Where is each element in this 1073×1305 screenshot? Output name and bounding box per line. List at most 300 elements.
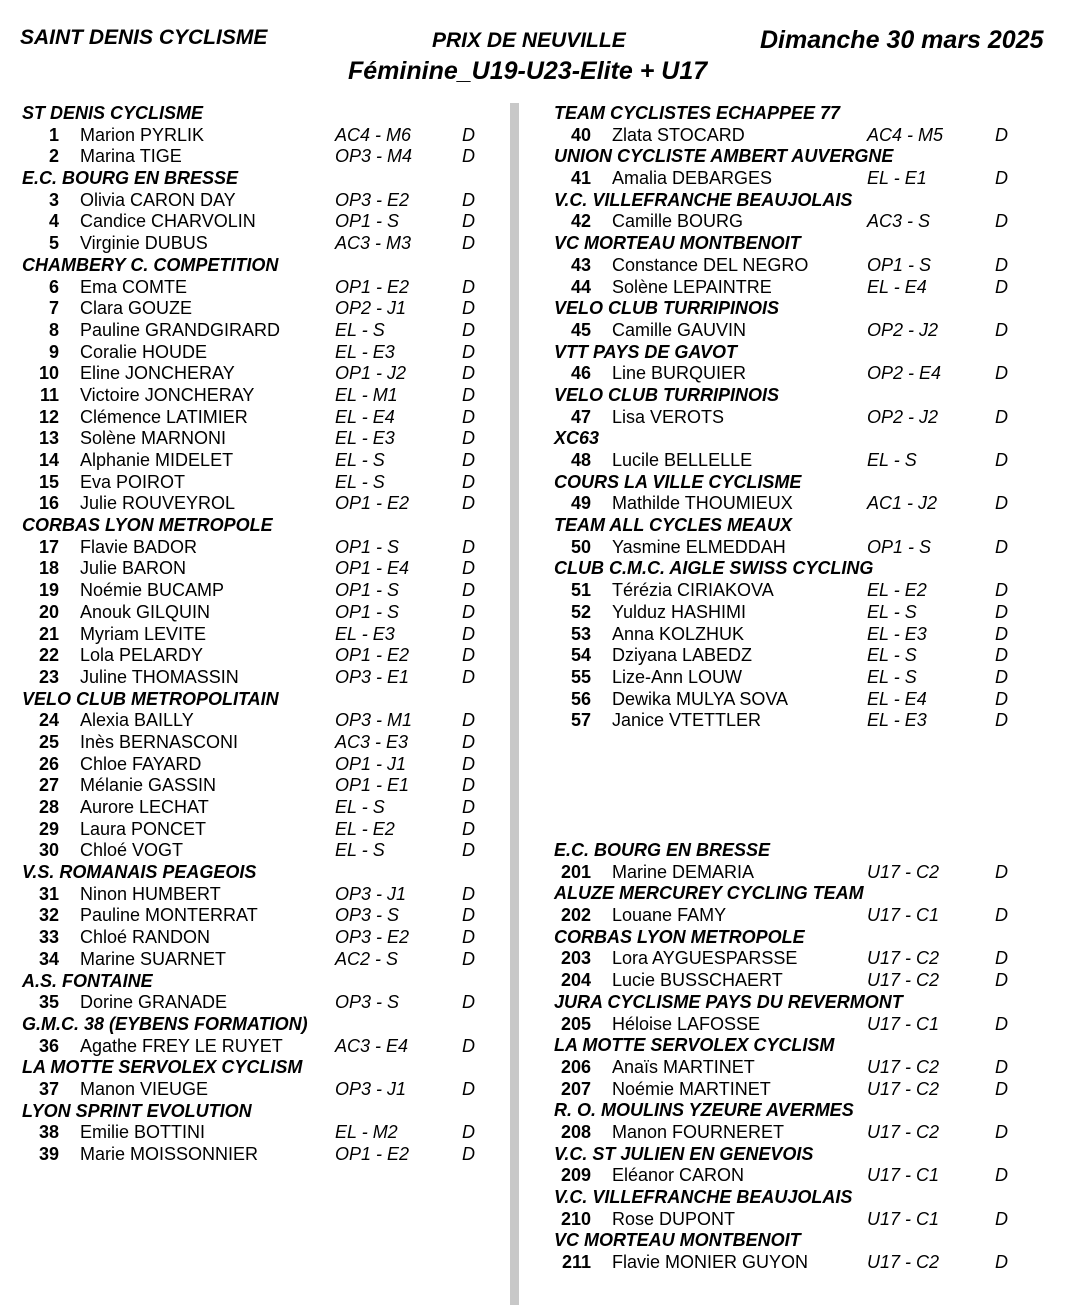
- rider-row: [554, 710, 1054, 732]
- rider-category: U17 - C1: [867, 1013, 940, 1034]
- rider-row: [22, 277, 492, 299]
- team-heading: VC MORTEAU MONTBENOIT: [554, 1230, 801, 1251]
- bib-number: 45: [570, 319, 591, 340]
- rider-name: Solène LEPAINTRE: [612, 276, 772, 297]
- bib-number: 23: [38, 666, 59, 687]
- rider-row: [22, 363, 492, 385]
- rider-name: Lora AYGUESPARSSE: [612, 948, 798, 969]
- rider-name: Ninon HUMBERT: [80, 883, 221, 904]
- bib-number: 50: [570, 536, 591, 557]
- bib-number: 47: [570, 406, 591, 427]
- rider-name: Lucie BUSSCHAERT: [612, 970, 783, 991]
- team-heading: CORBAS LYON METROPOLE: [22, 515, 273, 536]
- rider-category: EL - E3: [335, 341, 395, 362]
- rider-code: D: [462, 1122, 475, 1143]
- rider-code: D: [995, 623, 1008, 644]
- bib-number: 206: [560, 1056, 591, 1077]
- rider-row: [22, 775, 492, 797]
- rider-category: EL - E3: [867, 623, 927, 644]
- rider-name: Marina TIGE: [80, 146, 182, 167]
- rider-name: Anaïs MARTINET: [612, 1056, 755, 1077]
- team-heading: E.C. BOURG EN BRESSE: [22, 168, 239, 189]
- bib-number: 43: [570, 254, 591, 275]
- team-heading: ST DENIS CYCLISME: [22, 103, 204, 123]
- rider-code: D: [462, 623, 475, 644]
- rider-code: D: [462, 124, 475, 145]
- rider-name: Marine DEMARIA: [612, 861, 755, 882]
- rider-code: D: [995, 1121, 1008, 1142]
- rider-name: Clara GOUZE: [80, 298, 193, 319]
- rider-category: EL - S: [867, 450, 917, 470]
- race-category: Féminine_U19-U23-Elite + U17: [348, 57, 708, 85]
- rider-name: Louane FAMY: [612, 905, 727, 926]
- team-heading: UNION CYCLISTE AMBERT AUVERGNE: [554, 146, 894, 167]
- rider-row: [554, 948, 1054, 970]
- team-heading: LYON SPRINT EVOLUTION: [22, 1100, 252, 1121]
- bib-number: 15: [38, 471, 59, 492]
- rider-row: [554, 320, 1054, 342]
- bib-number: 203: [560, 948, 591, 969]
- rider-category: AC3 - M3: [335, 233, 412, 254]
- rider-row: [22, 428, 492, 450]
- team-heading: COURS LA VILLE CYCLISME: [554, 471, 802, 492]
- rider-name: Candice CHARVOLIN: [80, 211, 256, 232]
- rider-category: EL - M1: [335, 384, 398, 405]
- rider-row: [22, 710, 492, 732]
- rider-name: Chloé RANDON: [80, 927, 211, 948]
- rider-row: [554, 645, 1054, 667]
- bib-number: 53: [570, 623, 591, 644]
- rider-name: Victoire JONCHERAY: [80, 384, 255, 405]
- rider-name: Olivia CARON DAY: [80, 189, 236, 210]
- rider-code: D: [462, 645, 475, 666]
- rider-name: Alexia BAILLY: [80, 710, 194, 731]
- rider-code: D: [462, 710, 475, 731]
- rider-row: [22, 754, 492, 776]
- rider-row: [22, 905, 492, 927]
- race-title: PRIX DE NEUVILLE: [432, 29, 626, 52]
- rider-row: [22, 211, 492, 233]
- rider-category: EL - E4: [867, 276, 927, 297]
- rider-category: EL - E3: [867, 710, 927, 731]
- bib-number: 19: [38, 580, 59, 601]
- rider-code: D: [462, 1078, 475, 1099]
- rider-category: OP3 - E2: [335, 927, 410, 948]
- rider-row: [22, 884, 492, 906]
- team-heading: XC63: [554, 428, 600, 449]
- bib-number: 54: [570, 645, 591, 666]
- bib-number: 18: [38, 558, 59, 579]
- bib-number: 17: [38, 536, 59, 557]
- rider-name: Aurore LECHAT: [80, 797, 209, 817]
- rider-category: OP1 - E2: [335, 493, 410, 514]
- rider-code: D: [995, 1165, 1008, 1186]
- bib-number: 22: [38, 645, 59, 666]
- rider-category: AC3 - E4: [335, 1035, 409, 1056]
- rider-name: Juline THOMASSIN: [80, 666, 239, 687]
- rider-code: D: [462, 471, 475, 492]
- bib-number: 3: [48, 189, 59, 210]
- rider-name: Eva POIROT: [80, 471, 186, 492]
- rider-name: Julie BARON: [80, 558, 187, 579]
- bib-number: 57: [570, 710, 591, 731]
- rider-row: [554, 1014, 1054, 1036]
- bib-number: 14: [38, 450, 59, 470]
- rider-category: U17 - C2: [867, 1078, 940, 1099]
- rider-row: [554, 363, 1054, 385]
- bib-number: 208: [560, 1121, 591, 1142]
- rider-category: EL - S: [867, 601, 917, 622]
- rider-name: Noémie BUCAMP: [80, 580, 225, 601]
- rider-code: D: [462, 211, 475, 232]
- team-heading: VC MORTEAU MONTBENOIT: [554, 233, 801, 254]
- rider-name: Flavie BADOR: [80, 536, 198, 557]
- rider-name: Térézia CIRIAKOVA: [612, 580, 774, 601]
- rider-row: [554, 537, 1054, 559]
- rider-code: D: [995, 861, 1008, 882]
- rider-category: OP2 - E4: [867, 363, 942, 384]
- bib-number: 7: [48, 298, 59, 319]
- bib-number: 8: [48, 319, 59, 340]
- start-list-left-column: [22, 103, 492, 1166]
- rider-row: [22, 797, 492, 819]
- rider-category: U17 - C2: [867, 861, 940, 882]
- rider-category: OP3 - S: [335, 905, 400, 926]
- rider-row: [22, 298, 492, 320]
- rider-category: OP1 - E2: [335, 1144, 410, 1164]
- start-list-u17-column: [554, 840, 1054, 1274]
- team-heading: LA MOTTE SERVOLEX CYCLISM: [22, 1057, 303, 1078]
- rider-category: OP2 - J2: [867, 319, 939, 340]
- rider-code: D: [462, 601, 475, 622]
- team-heading: V.S. ROMANAIS PEAGEOIS: [22, 862, 257, 883]
- rider-name: Yasmine ELMEDDAH: [612, 536, 786, 557]
- bib-number: 10: [38, 363, 59, 384]
- rider-row: [22, 342, 492, 364]
- rider-name: Constance DEL NEGRO: [612, 254, 809, 275]
- rider-name: Chloé VOGT: [80, 840, 184, 861]
- rider-row: [554, 862, 1054, 884]
- team-heading: CLUB C.M.C. AIGLE SWISS CYCLING: [554, 558, 874, 579]
- rider-row: [554, 125, 1054, 147]
- rider-name: Solène MARNONI: [80, 428, 227, 449]
- rider-row: [554, 450, 1054, 472]
- rider-category: OP3 - J1: [335, 1078, 407, 1099]
- rider-row: [22, 233, 492, 255]
- rider-code: D: [462, 1035, 475, 1056]
- rider-name: Eléanor CARON: [612, 1165, 745, 1186]
- rider-category: EL - E3: [335, 428, 395, 449]
- rider-row: [22, 472, 492, 494]
- rider-row: [22, 146, 492, 168]
- rider-code: D: [995, 211, 1008, 232]
- rider-row: [22, 1079, 492, 1101]
- rider-row: [22, 537, 492, 559]
- bib-number: 29: [38, 818, 59, 839]
- rider-category: EL - E1: [867, 168, 927, 189]
- rider-name: Amalia DEBARGES: [612, 168, 773, 189]
- rider-category: OP1 - S: [335, 536, 400, 557]
- rider-name: Dewika MULYA SOVA: [612, 688, 789, 709]
- rider-category: AC4 - M6: [335, 124, 412, 145]
- rider-row: [22, 580, 492, 602]
- rider-row: [22, 1122, 492, 1144]
- bib-number: 209: [560, 1165, 591, 1186]
- rider-category: AC2 - S: [335, 948, 399, 969]
- team-heading: A.S. FONTAINE: [22, 970, 153, 991]
- bib-number: 40: [570, 124, 591, 145]
- rider-name: Mathilde THOUMIEUX: [612, 493, 793, 514]
- rider-name: Alphanie MIDELET: [80, 450, 234, 470]
- rider-name: Eline JONCHERAY: [80, 363, 235, 384]
- rider-code: D: [995, 645, 1008, 666]
- rider-row: [554, 407, 1054, 429]
- rider-row: [554, 1209, 1054, 1231]
- rider-code: D: [995, 450, 1008, 470]
- rider-category: EL - M2: [335, 1122, 398, 1143]
- rider-code: D: [462, 536, 475, 557]
- rider-category: U17 - C2: [867, 970, 940, 991]
- bib-number: 39: [38, 1144, 59, 1164]
- rider-code: D: [462, 948, 475, 969]
- rider-code: D: [995, 970, 1008, 991]
- rider-name: Agathe FREY LE RUYET: [80, 1035, 283, 1056]
- rider-category: OP3 - E1: [335, 666, 410, 687]
- rider-name: Virginie DUBUS: [80, 233, 208, 254]
- rider-category: U17 - C2: [867, 1121, 940, 1142]
- team-heading: TEAM ALL CYCLES MEAUX: [554, 515, 793, 536]
- rider-code: D: [462, 927, 475, 948]
- rider-code: D: [995, 688, 1008, 709]
- rider-category: AC1 - J2: [867, 493, 938, 514]
- rider-code: D: [462, 753, 475, 774]
- rider-code: D: [462, 905, 475, 926]
- rider-category: OP3 - M4: [335, 146, 413, 167]
- rider-name: Flavie MONIER GUYON: [612, 1252, 809, 1273]
- rider-row: [554, 211, 1054, 233]
- team-heading: R. O. MOULINS YZEURE AVERMES: [554, 1100, 854, 1121]
- bib-number: 56: [570, 688, 591, 709]
- rider-name: Camille BOURG: [612, 211, 744, 232]
- bib-number: 42: [570, 211, 591, 232]
- rider-name: Dziyana LABEDZ: [612, 645, 753, 666]
- team-heading: G.M.C. 38 (EYBENS FORMATION): [22, 1013, 308, 1034]
- team-heading: VELO CLUB TURRIPINOIS: [554, 384, 780, 405]
- rider-category: AC3 - S: [867, 211, 931, 232]
- rider-name: Janice VTETTLER: [612, 710, 762, 731]
- rider-row: [554, 1057, 1054, 1079]
- rider-name: Noémie MARTINET: [612, 1078, 771, 1099]
- rider-code: D: [995, 666, 1008, 687]
- rider-category: U17 - C1: [867, 1208, 940, 1229]
- rider-code: D: [462, 775, 475, 796]
- rider-code: D: [462, 818, 475, 839]
- bib-number: 20: [38, 601, 59, 622]
- rider-category: EL - S: [335, 319, 385, 340]
- rider-category: EL - S: [335, 797, 385, 817]
- rider-code: D: [995, 168, 1008, 189]
- rider-row: [554, 689, 1054, 711]
- rider-category: U17 - C2: [867, 948, 940, 969]
- rider-category: U17 - C1: [867, 905, 940, 926]
- rider-code: D: [995, 710, 1008, 731]
- rider-code: D: [462, 840, 475, 861]
- rider-row: [554, 1079, 1054, 1101]
- bib-number: 48: [570, 450, 591, 470]
- rider-name: Rose DUPONT: [612, 1208, 736, 1229]
- rider-category: OP1 - E2: [335, 645, 410, 666]
- bib-number: 4: [48, 211, 59, 232]
- rider-code: D: [462, 276, 475, 297]
- bib-number: 205: [560, 1013, 591, 1034]
- rider-row: [22, 125, 492, 147]
- rider-code: D: [462, 558, 475, 579]
- rider-code: D: [462, 319, 475, 340]
- bib-number: 26: [38, 753, 59, 774]
- rider-row: [554, 624, 1054, 646]
- rider-code: D: [995, 254, 1008, 275]
- rider-name: Marion PYRLIK: [80, 124, 205, 145]
- bib-number: 38: [38, 1122, 59, 1143]
- rider-code: D: [462, 298, 475, 319]
- bib-number: 9: [48, 341, 59, 362]
- rider-code: D: [995, 276, 1008, 297]
- team-heading: CHAMBERY C. COMPETITION: [22, 254, 279, 275]
- rider-row: [554, 580, 1054, 602]
- rider-code: D: [995, 1208, 1008, 1229]
- rider-name: Coralie HOUDE: [80, 341, 208, 362]
- bib-number: 36: [38, 1035, 59, 1056]
- rider-name: Lisa VEROTS: [612, 406, 725, 427]
- start-list-right-column: [554, 103, 1054, 732]
- team-heading: VELO CLUB TURRIPINOIS: [554, 298, 780, 319]
- bib-number: 12: [38, 406, 59, 427]
- bib-number: 1: [48, 124, 59, 145]
- team-heading: V.C. ST JULIEN EN GENEVOIS: [554, 1143, 814, 1164]
- rider-category: EL - S: [867, 666, 917, 687]
- rider-row: [22, 840, 492, 862]
- rider-category: OP1 - J2: [335, 363, 407, 384]
- bib-number: 41: [570, 168, 591, 189]
- bib-number: 34: [38, 948, 59, 969]
- rider-code: D: [462, 146, 475, 167]
- rider-code: D: [462, 731, 475, 752]
- rider-category: OP1 - S: [335, 580, 400, 601]
- rider-name: Lola PELARDY: [80, 645, 204, 666]
- rider-code: D: [995, 948, 1008, 969]
- rider-row: [554, 168, 1054, 190]
- bib-number: 33: [38, 927, 59, 948]
- rider-name: Laura PONCET: [80, 818, 207, 839]
- rider-row: [22, 645, 492, 667]
- rider-row: [22, 320, 492, 342]
- rider-category: EL - E4: [335, 406, 395, 427]
- rider-category: EL - S: [335, 450, 385, 470]
- rider-name: Anna KOLZHUK: [612, 623, 745, 644]
- rider-code: D: [995, 363, 1008, 384]
- rider-name: Anouk GILQUIN: [80, 601, 211, 622]
- rider-category: U17 - C1: [867, 1165, 940, 1186]
- rider-category: OP3 - M1: [335, 710, 413, 731]
- rider-category: OP3 - E2: [335, 189, 410, 210]
- rider-category: EL - E2: [867, 580, 927, 601]
- team-heading: TEAM CYCLISTES ECHAPPEE 77: [554, 103, 841, 123]
- bib-number: 6: [48, 276, 59, 297]
- rider-category: AC4 - M5: [867, 124, 944, 145]
- rider-name: Dorine GRANADE: [80, 992, 228, 1013]
- bib-number: 51: [570, 580, 591, 601]
- rider-row: [554, 277, 1054, 299]
- rider-code: D: [995, 493, 1008, 514]
- rider-name: Clémence LATIMIER: [80, 406, 248, 427]
- team-heading: VTT PAYS DE GAVOT: [554, 341, 738, 362]
- rider-row: [22, 385, 492, 407]
- rider-code: D: [462, 580, 475, 601]
- bib-number: 55: [570, 666, 591, 687]
- rider-code: D: [995, 905, 1008, 926]
- organizer-title: SAINT DENIS CYCLISME: [20, 26, 268, 49]
- rider-name: Lize-Ann LOUW: [612, 666, 743, 687]
- rider-row: [22, 1036, 492, 1058]
- rider-row: [22, 190, 492, 212]
- rider-row: [554, 1165, 1054, 1187]
- rider-code: D: [462, 992, 475, 1013]
- bib-number: 37: [38, 1078, 59, 1099]
- rider-code: D: [462, 450, 475, 470]
- rider-name: Marine SUARNET: [80, 948, 227, 969]
- rider-row: [554, 493, 1054, 515]
- rider-name: Mélanie GASSIN: [80, 775, 217, 796]
- bib-number: 21: [38, 623, 59, 644]
- bib-number: 49: [570, 493, 591, 514]
- rider-name: Ema COMTE: [80, 276, 188, 297]
- rider-category: OP1 - E1: [335, 775, 410, 796]
- rider-code: D: [462, 233, 475, 254]
- bib-number: 211: [561, 1252, 591, 1273]
- rider-row: [22, 732, 492, 754]
- rider-category: OP3 - J1: [335, 883, 407, 904]
- rider-category: U17 - C2: [867, 1056, 940, 1077]
- rider-name: Line BURQUIER: [612, 363, 747, 384]
- rider-category: OP1 - J1: [335, 753, 407, 774]
- rider-code: D: [462, 666, 475, 687]
- rider-name: Inès BERNASCONI: [80, 731, 239, 752]
- rider-row: [554, 970, 1054, 992]
- rider-code: D: [995, 1056, 1008, 1077]
- bib-number: 46: [570, 363, 591, 384]
- rider-row: [554, 1252, 1054, 1274]
- rider-row: [554, 602, 1054, 624]
- rider-row: [22, 624, 492, 646]
- rider-name: Marie MOISSONNIER: [80, 1144, 259, 1164]
- rider-row: [22, 819, 492, 841]
- rider-name: Emilie BOTTINI: [80, 1122, 206, 1143]
- bib-number: 32: [38, 905, 59, 926]
- team-heading: ALUZE MERCUREY CYCLING TEAM: [554, 883, 864, 904]
- team-heading: JURA CYCLISME PAYS DU REVERMONT: [554, 991, 903, 1012]
- rider-code: D: [462, 1144, 475, 1164]
- bib-number: 201: [560, 861, 591, 882]
- bib-number: 13: [38, 428, 59, 449]
- rider-name: Pauline GRANDGIRARD: [80, 319, 281, 340]
- rider-code: D: [462, 406, 475, 427]
- rider-category: OP2 - J1: [335, 298, 407, 319]
- rider-row: [22, 558, 492, 580]
- rider-category: OP1 - S: [335, 211, 400, 232]
- rider-row: [22, 450, 492, 472]
- rider-name: Camille GAUVIN: [612, 319, 747, 340]
- rider-code: D: [462, 493, 475, 514]
